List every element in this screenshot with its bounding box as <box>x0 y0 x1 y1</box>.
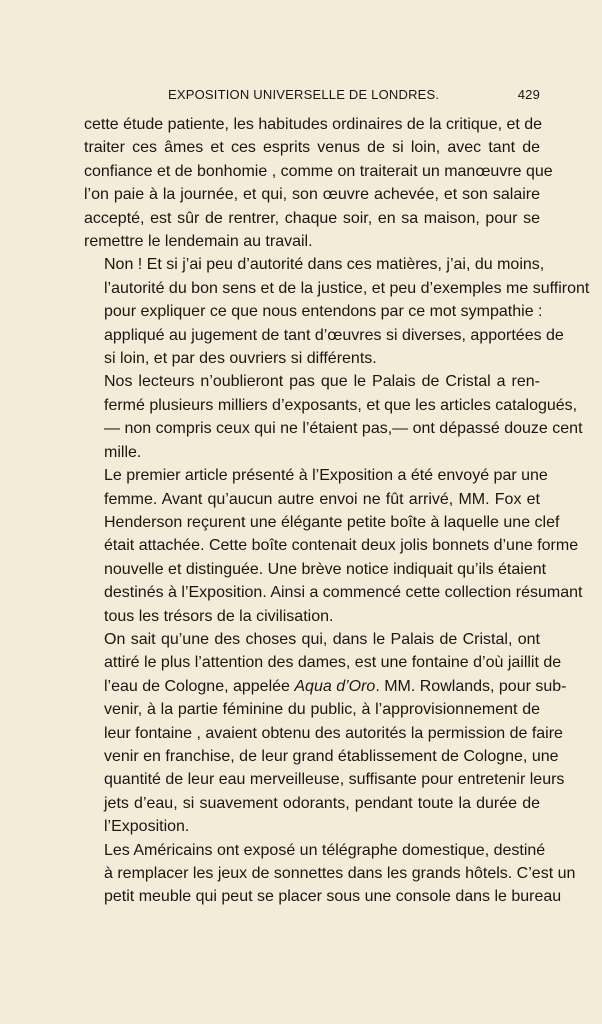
text-line: tous les trésors de la civilisation. <box>104 607 334 625</box>
paragraph <box>84 464 583 628</box>
paragraph <box>84 628 567 839</box>
paragraph <box>84 113 553 253</box>
running-title: EXPOSITION UNIVERSELLE DE LONDRES. <box>168 87 440 102</box>
text-line: confiance et de bonhomie , comme on traiterait un manœuvre que <box>84 162 553 180</box>
text-line: jets d’eau, si suavement odorants, pendant toute la durée de <box>104 794 540 812</box>
text-line: attiré le plus l’attention des dames, est une fontaine d’où jaillit de <box>104 654 562 672</box>
text-line: On sait qu’une des choses qui, dans le Palais de Cristal, ont <box>104 630 540 648</box>
text-line: pour expliquer ce que nous entendons par ce mot sympathie : <box>104 303 543 321</box>
text-line: Henderson reçurent une élégante petite boîte à laquelle une clef <box>104 513 560 531</box>
page-number: 429 <box>517 87 540 102</box>
text-line: quantité de leur eau merveilleuse, suffisante pour entretenir leurs <box>104 771 565 789</box>
text-line: Non ! Et si j’ai peu d’autorité dans ces matières, j’ai, du moins, <box>104 256 545 274</box>
text-line: cette étude patiente, les habitudes ordinaires de la critique, et de <box>84 116 543 133</box>
text-line: Le premier article présenté à l’Exposition a été envoyé par une <box>104 467 548 485</box>
text-line: mille. <box>104 443 142 461</box>
text-line: était attachée. Cette boîte contenait deux jolis bonnets d’une forme <box>104 537 579 555</box>
text-line: destinés à l’Exposition. Ainsi a commencé cette collection résumant <box>104 584 583 602</box>
text-line: Les Américains ont exposé un télégraphe domestique, destiné <box>104 841 546 859</box>
text-line: — non compris ceux qui ne l’étaient pas,— ont dépassé douze cent <box>104 420 583 438</box>
text-line: l’Exposition. <box>104 818 190 836</box>
text-line: appliqué au jugement de tant d’œuvres si diverses, apportées de <box>104 326 564 344</box>
running-header <box>84 87 540 107</box>
text-line: remettre le lendemain au travail. <box>84 233 313 251</box>
text-line: à remplacer les jeux de sonnettes dans les grands hôtels. C’est un <box>104 865 576 882</box>
text-line: venir, à la partie féminine du public, à l’approvisionnement de <box>104 701 540 719</box>
text-line: fermé plusieurs milliers d’exposants, et que les articles catalogués, <box>104 396 578 414</box>
text-line: nouvelle et distinguée. Une brève notice indiquait qu’ils étaient <box>104 560 547 578</box>
text-line: l’on paie à la journée, et qui, son œuvre achevée, et son salaire <box>84 186 540 204</box>
text-line: l’autorité du bon sens et de la justice, et peu d’exemples me suffiront <box>104 279 590 297</box>
italic-text: Aqua d’Oro <box>294 677 376 695</box>
text-line: venir en franchise, de leur grand établissement de Cologne, une <box>104 747 559 765</box>
paragraph <box>84 839 576 909</box>
text-line: accepté, est sûr de rentrer, chaque soir, en sa maison, pour se <box>84 209 540 227</box>
text-line: si loin, et par des ouvriers si différents. <box>104 350 377 368</box>
text-line: Nos lecteurs n’oublieront pas que le Palais de Cristal a ren- <box>104 373 540 391</box>
text-line: femme. Avant qu’aucun autre envoi ne fût arrivé, MM. Fox et <box>104 490 540 508</box>
text-line: leur fontaine , avaient obtenu des autorités la permission de faire <box>104 724 563 742</box>
text-line: l’eau de Cologne, appelée Aqua d’Oro. MM. Rowlands, pour sub- <box>104 677 567 695</box>
paragraph <box>84 370 583 464</box>
text-line: petit meuble qui peut se placer sous une console dans le bureau <box>104 888 562 906</box>
paragraph <box>84 253 590 370</box>
body-text <box>84 113 590 909</box>
text-line: traiter ces âmes et ces esprits venus de si loin, avec tant de <box>84 139 540 157</box>
